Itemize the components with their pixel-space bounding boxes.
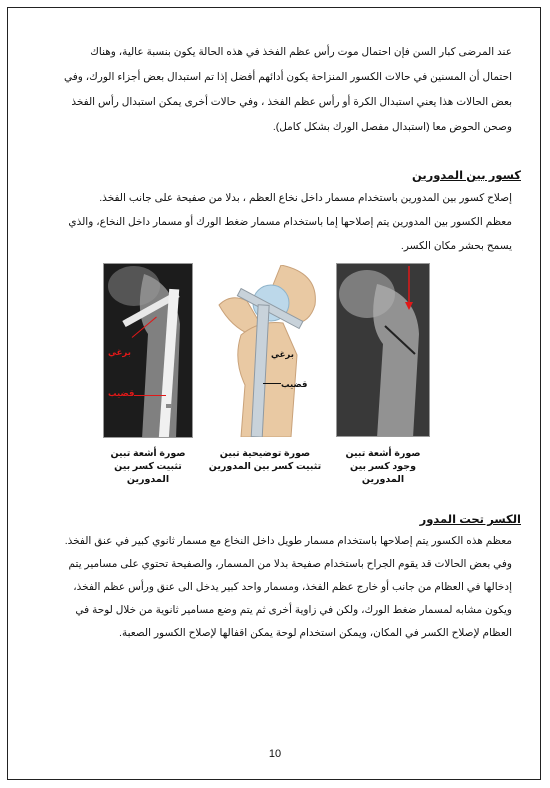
illustration-rod-label: قضيب bbox=[281, 379, 308, 389]
xray-rod-pointer bbox=[134, 395, 166, 396]
figure-3-caption-line2: وجود كسر بين المدورين bbox=[350, 461, 416, 485]
figure-2-caption-line2: تثبيت كسر بين المدورين bbox=[208, 461, 322, 472]
xray-fracture-image bbox=[337, 264, 430, 437]
xray-fracture-figure bbox=[336, 263, 430, 437]
figure-1-caption-line1: صورة أشعة تبين bbox=[110, 448, 186, 459]
subtrochanteric-line-2: وفي بعض الحالات قد يقوم الجراح باستخدام صفيحة بدلا من المسمار، والصفيحة تحتوي على مسامير يتم إدخالها في العظام من جانب أو خارج عظم الفخذ، ومسمار واحد كبير يدخل الى عنق ورأس عظم الفخذ، ويكون مشابه لمسمار ضغط الورك، ولكن في زاوية أخرى ثم يتم وضع مسامير ثانوية من خلال لوحة في العظام لإصلاح الكسر في المكان، ويمكن استخدام لوحة يمكن اقفالها لإصلاح الكسور الصعبة. bbox=[68, 558, 512, 639]
section-heading-subtrochanteric: الكسر تحت المدور bbox=[419, 514, 521, 526]
intertrochanteric-line-2: معظم الكسور بين المدورين يتم إصلاحها إما باستخدام مسمار ضغط الورك أو مسمار داخل النخاع، والذي يسمح بحشر مكان الكسر. bbox=[68, 216, 512, 252]
intertrochanteric-line-1: إصلاح كسور بين المدورين باستخدام مسمار داخل نخاع العظم ، بدلا من صفيحة على جانب الفخذ. bbox=[99, 192, 512, 204]
figure-2-caption-line1: صورة توضيحية تبين bbox=[219, 448, 311, 459]
illustration-image bbox=[211, 265, 319, 437]
figure-1-caption bbox=[93, 447, 203, 486]
subtrochanteric-line-1: معظم هذه الكسور يتم إصلاحها باستخدام مسمار طويل داخل النخاع مع مسمار ثانوي كبير في عنق الفخذ. bbox=[64, 535, 512, 547]
illustration-screw-label: برغي bbox=[271, 349, 294, 359]
illustration-figure bbox=[211, 265, 319, 437]
figure-2-caption bbox=[200, 447, 330, 473]
xray-rod-label: قضيب bbox=[108, 388, 135, 398]
figure-3-caption bbox=[330, 447, 436, 486]
figure-3-caption-line1: صورة أشعة تبين bbox=[345, 448, 421, 459]
xray-fixation-figure bbox=[103, 263, 193, 438]
section-heading-intertrochanteric: كسور بين المدورين bbox=[411, 170, 521, 182]
xray-screw-label: برغي bbox=[108, 347, 131, 357]
illustration-rod-pointer bbox=[263, 383, 281, 384]
figure-1-caption-line2: تثبيت كسر بين المدورين bbox=[114, 461, 182, 485]
intro-paragraph: عند المرضى كبار السن فإن احتمال موت رأس عظم الفخذ في هذه الحالة يكون بنسبة عالية، وهناك احتمال أن المسنين في حالات الكسور المنزاحة يكون أدائهم أفضل إذا تم استبدال بعض أجزاء الورك، وفي بعض الحالات هذا يعني استبدال الكرة أو رأس عظم الفخذ ، وفي حالات أخرى يمكن استبدال رأس الفخذ وصحن الحوض معا (استبدال مفصل الورك بشكل كامل). bbox=[63, 46, 512, 133]
page-number: 10 bbox=[268, 748, 282, 760]
